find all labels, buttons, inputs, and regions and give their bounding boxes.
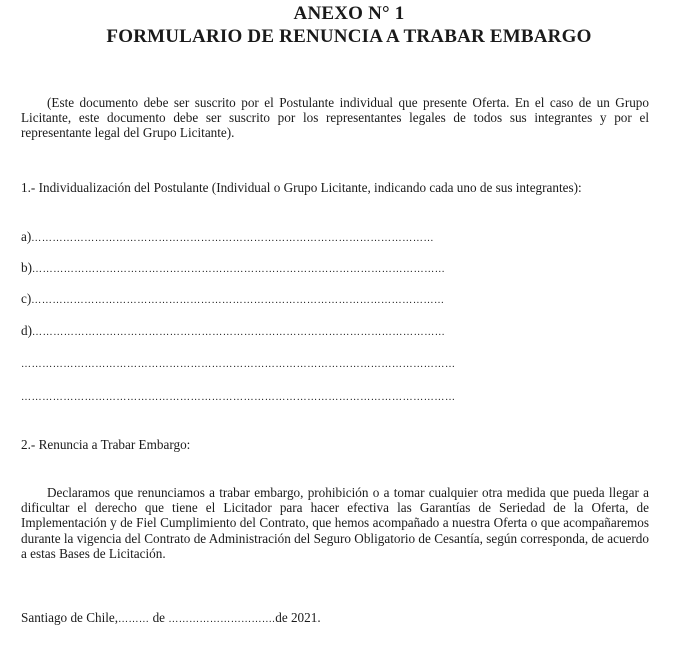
line-dots-a: …………………………………………………………………………………………………… bbox=[31, 233, 435, 244]
line-dots-b: ……………………………………………………………………………………………………… bbox=[32, 264, 446, 275]
line-dots-c: ……………………………………………………………………………………………………… bbox=[31, 295, 445, 306]
declaration-text: Declaramos que renunciamos a trabar embargo, prohibición o a tomar cualquier otra medida que pueda llegar a dificultar el derecho que tiene el Licitador para hacer efectiva las Garantías de Seriedad de la Oferta, de Implementación y de Fiel Cumplimiento del Contrato, que hemos acompañado a nuestra Oferta o que acompañaremos durante la vigencia del Contrato de Administración del Seguro Obligatorio de Cesantía, según corresponda, de acuerdo a estas Bases de Licitación. bbox=[21, 485, 649, 561]
line-dots-f: …………………………………………………………………………………………………………… bbox=[21, 392, 456, 403]
signature-line bbox=[21, 610, 321, 626]
line-label-b: b) bbox=[21, 260, 32, 275]
blank-line-a[interactable] bbox=[21, 229, 601, 245]
intro-paragraph bbox=[21, 95, 649, 141]
line-label-a: a) bbox=[21, 229, 32, 244]
blank-line-b[interactable] bbox=[21, 260, 601, 276]
annex-title: ANEXO N° 1 bbox=[293, 3, 405, 24]
line-label-c: c) bbox=[21, 291, 32, 306]
blank-line-d[interactable] bbox=[21, 323, 601, 339]
declaration-paragraph bbox=[21, 485, 649, 561]
section-2-heading: 2.- Renuncia a Trabar Embargo: bbox=[21, 437, 191, 452]
signature-de: de bbox=[152, 610, 166, 625]
blank-line-e[interactable] bbox=[21, 355, 601, 371]
form-title: FORMULARIO DE RENUNCIA A TRABAR EMBARGO bbox=[106, 26, 592, 47]
intro-text: (Este documento debe ser suscrito por el Postulante individual que presente Oferta. En el caso de un Grupo Licitante, este documento debe ser suscrito por los representantes legales de todos sus integrantes y por el representante legal del Grupo Licitante). bbox=[21, 95, 649, 141]
line-dots-e: …………………………………………………………………………………………………………… bbox=[21, 359, 456, 370]
line-dots-d: ……………………………………………………………………………………………………… bbox=[32, 327, 446, 338]
signature-place: Santiago de Chile, bbox=[21, 610, 119, 625]
signature-year: de 2021. bbox=[275, 610, 321, 625]
month-blank[interactable]: …………………………. bbox=[168, 614, 276, 625]
line-label-d: d) bbox=[21, 323, 32, 338]
blank-line-f[interactable] bbox=[21, 388, 601, 404]
section-1-heading: 1.- Individualización del Postulante (Individual o Grupo Licitante, indicando cada uno de sus integrantes): bbox=[21, 180, 582, 195]
blank-line-c[interactable] bbox=[21, 291, 601, 307]
day-blank[interactable]: ……… bbox=[118, 614, 150, 625]
